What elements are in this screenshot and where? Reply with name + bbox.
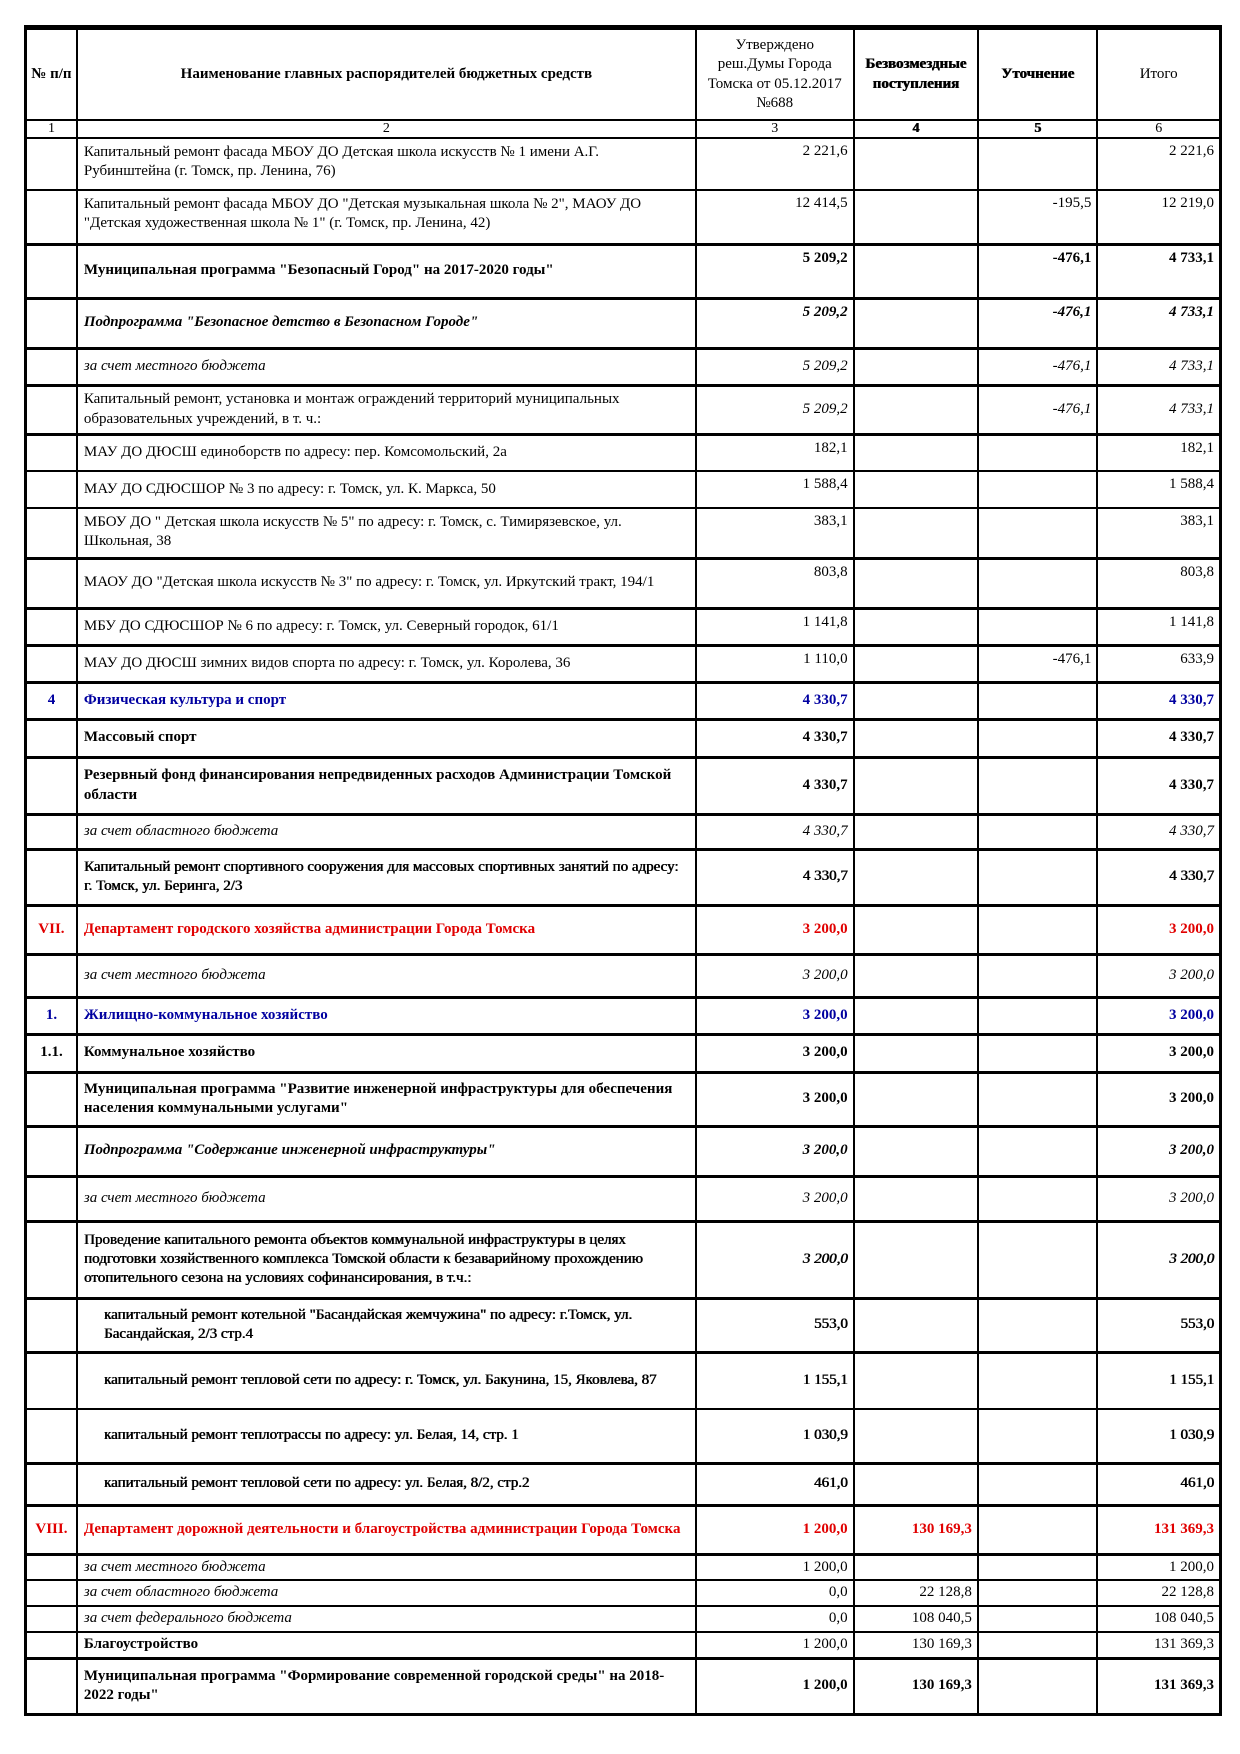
approved-value-cell: 1 030,9	[696, 1409, 854, 1463]
header-col-approved: Утверждено реш.Думы Города Томска от 05.12.2017 №688	[696, 28, 854, 121]
row-number-cell	[26, 757, 77, 814]
approved-value-cell: 0,0	[696, 1606, 854, 1632]
row-name-cell: за счет местного бюджета	[77, 1554, 696, 1580]
table-row	[26, 1658, 1221, 1714]
table-row	[26, 558, 1221, 608]
row-number-cell	[26, 954, 77, 997]
gratuitous-value-cell	[854, 471, 978, 508]
clarification-value-cell	[978, 608, 1098, 645]
total-value-cell: 108 040,5	[1097, 1606, 1220, 1632]
row-number-cell	[26, 1658, 77, 1714]
row-name-cell: Коммунальное хозяйство	[77, 1034, 696, 1072]
approved-value-cell: 461,0	[696, 1463, 854, 1505]
row-number-cell	[26, 190, 77, 244]
total-value-cell: 3 200,0	[1097, 1072, 1220, 1126]
table-row	[26, 508, 1221, 558]
row-number-cell	[26, 814, 77, 849]
clarification-value-cell	[978, 1658, 1098, 1714]
gratuitous-value-cell	[854, 1352, 978, 1409]
clarification-value-cell	[978, 1580, 1098, 1606]
clarification-value-cell	[978, 954, 1098, 997]
row-number-cell: VII.	[26, 905, 77, 954]
row-name-cell: Проведение капитального ремонта объектов коммунальной инфраструктуры в целях подготовки хозяйственного комплекса Томской области к безаварийному прохождению отопительного сезона на условиях софинансирования, в т.ч.:	[77, 1221, 696, 1298]
total-value-cell: 3 200,0	[1097, 905, 1220, 954]
row-name-cell: Капитальный ремонт фасада МБОУ ДО Детская школа искусств № 1 имени А.Г. Рубинштейна (г. Томск, пр. Ленина, 76)	[77, 138, 696, 190]
gratuitous-value-cell	[854, 348, 978, 385]
row-number-cell	[26, 1409, 77, 1463]
row-number-cell: VIII.	[26, 1505, 77, 1554]
clarification-value-cell	[978, 138, 1098, 190]
clarification-value-cell: -195,5	[978, 190, 1098, 244]
gratuitous-value-cell: 130 169,3	[854, 1658, 978, 1714]
row-name-cell: Массовый спорт	[77, 719, 696, 757]
gratuitous-value-cell	[854, 814, 978, 849]
gratuitous-value-cell	[854, 434, 978, 471]
gratuitous-value-cell: 130 169,3	[854, 1632, 978, 1658]
row-number-cell	[26, 1463, 77, 1505]
gratuitous-value-cell	[854, 558, 978, 608]
table-row	[26, 1126, 1221, 1176]
table-row	[26, 385, 1221, 434]
total-value-cell: 4 733,1	[1097, 244, 1220, 298]
total-value-cell: 182,1	[1097, 434, 1220, 471]
approved-value-cell: 5 209,2	[696, 385, 854, 434]
header-col-num: № п/п	[26, 28, 77, 121]
total-value-cell: 1 588,4	[1097, 471, 1220, 508]
total-value-cell: 803,8	[1097, 558, 1220, 608]
row-name-cell: за счет федерального бюджета	[77, 1606, 696, 1632]
table-row	[26, 1409, 1221, 1463]
header-col-clarification: Уточнение	[978, 28, 1098, 121]
approved-value-cell: 4 330,7	[696, 757, 854, 814]
total-value-cell: 4 733,1	[1097, 348, 1220, 385]
clarification-value-cell	[978, 1221, 1098, 1298]
total-value-cell: 1 155,1	[1097, 1352, 1220, 1409]
approved-value-cell: 3 200,0	[696, 905, 854, 954]
approved-value-cell: 3 200,0	[696, 1072, 854, 1126]
clarification-value-cell	[978, 997, 1098, 1034]
total-value-cell: 4 330,7	[1097, 814, 1220, 849]
row-number-cell	[26, 608, 77, 645]
clarification-value-cell	[978, 814, 1098, 849]
approved-value-cell: 803,8	[696, 558, 854, 608]
total-value-cell: 4 330,7	[1097, 719, 1220, 757]
clarification-value-cell	[978, 1554, 1098, 1580]
gratuitous-value-cell	[854, 757, 978, 814]
total-value-cell: 4 330,7	[1097, 849, 1220, 905]
column-numbers-row	[26, 120, 1221, 138]
total-value-cell: 4 733,1	[1097, 298, 1220, 348]
row-number-cell	[26, 1221, 77, 1298]
table-row	[26, 1221, 1221, 1298]
table-row	[26, 757, 1221, 814]
row-name-cell: МБУ ДО СДЮСШОР № 6 по адресу: г. Томск, ул. Северный городок, 61/1	[77, 608, 696, 645]
row-number-cell	[26, 1298, 77, 1352]
approved-value-cell: 4 330,7	[696, 814, 854, 849]
clarification-value-cell: -476,1	[978, 348, 1098, 385]
approved-value-cell: 1 141,8	[696, 608, 854, 645]
row-number-cell	[26, 1632, 77, 1658]
gratuitous-value-cell	[854, 1554, 978, 1580]
table-row	[26, 1580, 1221, 1606]
row-number-cell	[26, 1176, 77, 1221]
table-row	[26, 1505, 1221, 1554]
approved-value-cell: 4 330,7	[696, 849, 854, 905]
row-name-cell: Муниципальная программа "Формирование современной городской среды" на 2018-2022 годы"	[77, 1658, 696, 1714]
table-row	[26, 1463, 1221, 1505]
clarification-value-cell	[978, 1352, 1098, 1409]
gratuitous-value-cell	[854, 1072, 978, 1126]
total-value-cell: 131 369,3	[1097, 1632, 1220, 1658]
total-value-cell: 131 369,3	[1097, 1505, 1220, 1554]
table-row	[26, 1632, 1221, 1658]
clarification-value-cell: -476,1	[978, 298, 1098, 348]
total-value-cell: 2 221,6	[1097, 138, 1220, 190]
column-number-6: 6	[1097, 120, 1220, 138]
row-name-cell: за счет областного бюджета	[77, 814, 696, 849]
clarification-value-cell	[978, 1176, 1098, 1221]
approved-value-cell: 5 209,2	[696, 244, 854, 298]
column-number-5: 5	[978, 120, 1098, 138]
row-name-cell: за счет местного бюджета	[77, 1176, 696, 1221]
gratuitous-value-cell	[854, 1409, 978, 1463]
row-name-cell: Физическая культура и спорт	[77, 682, 696, 719]
clarification-value-cell: -476,1	[978, 645, 1098, 682]
table-row	[26, 954, 1221, 997]
row-name-cell: Капитальный ремонт фасада МБОУ ДО "Детская музыкальная школа № 2", МАОУ ДО "Детская художественная школа № 1" (г. Томск, пр. Ленина, 42)	[77, 190, 696, 244]
table-row	[26, 682, 1221, 719]
row-name-cell: капитальный ремонт тепловой сети по адресу: ул. Белая, 8/2, стр.2	[77, 1463, 696, 1505]
row-name-cell: Департамент дорожной деятельности и благоустройства администрации Города Томска	[77, 1505, 696, 1554]
row-number-cell	[26, 849, 77, 905]
total-value-cell: 1 030,9	[1097, 1409, 1220, 1463]
row-name-cell: за счет областного бюджета	[77, 1580, 696, 1606]
column-number-2: 2	[77, 120, 696, 138]
row-name-cell: МАУ ДО ДЮСШ единоборств по адресу: пер. Комсомольский, 2а	[77, 434, 696, 471]
total-value-cell: 12 219,0	[1097, 190, 1220, 244]
row-name-cell: Резервный фонд финансирования непредвиденных расходов Администрации Томской области	[77, 757, 696, 814]
clarification-value-cell	[978, 1298, 1098, 1352]
total-value-cell: 1 200,0	[1097, 1554, 1220, 1580]
table-row	[26, 1554, 1221, 1580]
table-row	[26, 244, 1221, 298]
table-row	[26, 190, 1221, 244]
approved-value-cell: 2 221,6	[696, 138, 854, 190]
row-name-cell: Подпрограмма "Содержание инженерной инфраструктуры"	[77, 1126, 696, 1176]
table-row	[26, 138, 1221, 190]
table-row	[26, 608, 1221, 645]
header-col-total: Итого	[1097, 28, 1220, 121]
row-number-cell	[26, 1554, 77, 1580]
row-name-cell: Департамент городского хозяйства администрации Города Томска	[77, 905, 696, 954]
total-value-cell: 1 141,8	[1097, 608, 1220, 645]
approved-value-cell: 3 200,0	[696, 1221, 854, 1298]
clarification-value-cell	[978, 434, 1098, 471]
clarification-value-cell	[978, 1034, 1098, 1072]
approved-value-cell: 182,1	[696, 434, 854, 471]
total-value-cell: 4 733,1	[1097, 385, 1220, 434]
gratuitous-value-cell	[854, 508, 978, 558]
row-number-cell	[26, 508, 77, 558]
row-number-cell	[26, 1580, 77, 1606]
table-row	[26, 849, 1221, 905]
row-name-cell: Подпрограмма "Безопасное детство в Безопасном Городе"	[77, 298, 696, 348]
approved-value-cell: 4 330,7	[696, 682, 854, 719]
table-row	[26, 1072, 1221, 1126]
total-value-cell: 4 330,7	[1097, 682, 1220, 719]
column-number-4: 4	[854, 120, 978, 138]
approved-value-cell: 3 200,0	[696, 1034, 854, 1072]
gratuitous-value-cell	[854, 905, 978, 954]
row-name-cell: Капитальный ремонт, установка и монтаж ограждений территорий муниципальных образовательных учреждений, в т. ч.:	[77, 385, 696, 434]
table-row	[26, 348, 1221, 385]
row-number-cell	[26, 348, 77, 385]
table-row	[26, 1176, 1221, 1221]
clarification-value-cell: -476,1	[978, 385, 1098, 434]
row-name-cell: МАОУ ДО "Детская школа искусств № 3" по адресу: г. Томск, ул. Иркутский тракт, 194/1	[77, 558, 696, 608]
approved-value-cell: 553,0	[696, 1298, 854, 1352]
total-value-cell: 553,0	[1097, 1298, 1220, 1352]
row-number-cell	[26, 1072, 77, 1126]
total-value-cell: 383,1	[1097, 508, 1220, 558]
row-number-cell	[26, 1606, 77, 1632]
clarification-value-cell	[978, 558, 1098, 608]
header-col-name: Наименование главных распорядителей бюджетных средств	[77, 28, 696, 121]
approved-value-cell: 383,1	[696, 508, 854, 558]
approved-value-cell: 1 200,0	[696, 1505, 854, 1554]
table-row	[26, 997, 1221, 1034]
clarification-value-cell: -476,1	[978, 244, 1098, 298]
row-name-cell: капитальный ремонт котельной "Басандайская жемчужина" по адресу: г.Томск, ул. Басандайская, 2/3 стр.4	[77, 1298, 696, 1352]
clarification-value-cell	[978, 719, 1098, 757]
table-row	[26, 1606, 1221, 1632]
row-number-cell: 1.1.	[26, 1034, 77, 1072]
header-col-gratuitous: Безвозмездные поступления	[854, 28, 978, 121]
approved-value-cell: 1 155,1	[696, 1352, 854, 1409]
row-number-cell	[26, 385, 77, 434]
row-number-cell	[26, 558, 77, 608]
total-value-cell: 3 200,0	[1097, 954, 1220, 997]
approved-value-cell: 3 200,0	[696, 954, 854, 997]
row-number-cell	[26, 138, 77, 190]
table-row	[26, 298, 1221, 348]
clarification-value-cell	[978, 905, 1098, 954]
row-name-cell: Муниципальная программа "Развитие инженерной инфраструктуры для обеспечения населения коммунальными услугами"	[77, 1072, 696, 1126]
row-number-cell: 1.	[26, 997, 77, 1034]
gratuitous-value-cell	[854, 1298, 978, 1352]
gratuitous-value-cell	[854, 190, 978, 244]
row-name-cell: капитальный ремонт тепловой сети по адресу: г. Томск, ул. Бакунина, 15, Яковлева, 87	[77, 1352, 696, 1409]
total-value-cell: 4 330,7	[1097, 757, 1220, 814]
clarification-value-cell	[978, 1072, 1098, 1126]
row-number-cell	[26, 719, 77, 757]
total-value-cell: 22 128,8	[1097, 1580, 1220, 1606]
row-name-cell: МАУ ДО ДЮСШ зимних видов спорта по адресу: г. Томск, ул. Королева, 36	[77, 645, 696, 682]
column-number-1: 1	[26, 120, 77, 138]
gratuitous-value-cell	[854, 1034, 978, 1072]
row-name-cell: Благоустройство	[77, 1632, 696, 1658]
row-number-cell	[26, 1352, 77, 1409]
gratuitous-value-cell: 130 169,3	[854, 1505, 978, 1554]
row-name-cell: за счет местного бюджета	[77, 954, 696, 997]
gratuitous-value-cell	[854, 1126, 978, 1176]
approved-value-cell: 3 200,0	[696, 1176, 854, 1221]
gratuitous-value-cell	[854, 997, 978, 1034]
table-row	[26, 1352, 1221, 1409]
gratuitous-value-cell	[854, 1221, 978, 1298]
clarification-value-cell	[978, 682, 1098, 719]
table-row	[26, 645, 1221, 682]
clarification-value-cell	[978, 1409, 1098, 1463]
budget-table	[24, 25, 1222, 1716]
clarification-value-cell	[978, 849, 1098, 905]
gratuitous-value-cell	[854, 849, 978, 905]
table-header	[26, 28, 1221, 139]
total-value-cell: 3 200,0	[1097, 997, 1220, 1034]
gratuitous-value-cell	[854, 719, 978, 757]
gratuitous-value-cell	[854, 608, 978, 645]
total-value-cell: 461,0	[1097, 1463, 1220, 1505]
approved-value-cell: 3 200,0	[696, 1126, 854, 1176]
table-row	[26, 1298, 1221, 1352]
clarification-value-cell	[978, 757, 1098, 814]
approved-value-cell: 1 200,0	[696, 1658, 854, 1714]
approved-value-cell: 5 209,2	[696, 298, 854, 348]
row-number-cell: 4	[26, 682, 77, 719]
table-row	[26, 719, 1221, 757]
approved-value-cell: 4 330,7	[696, 719, 854, 757]
gratuitous-value-cell	[854, 1176, 978, 1221]
gratuitous-value-cell	[854, 298, 978, 348]
total-value-cell: 3 200,0	[1097, 1034, 1220, 1072]
table-row	[26, 471, 1221, 508]
gratuitous-value-cell	[854, 645, 978, 682]
table-body	[26, 138, 1221, 1714]
gratuitous-value-cell: 108 040,5	[854, 1606, 978, 1632]
approved-value-cell: 3 200,0	[696, 997, 854, 1034]
clarification-value-cell	[978, 1505, 1098, 1554]
gratuitous-value-cell: 22 128,8	[854, 1580, 978, 1606]
row-number-cell	[26, 244, 77, 298]
row-number-cell	[26, 1126, 77, 1176]
row-name-cell: МБОУ ДО " Детская школа искусств № 5" по адресу: г. Томск, с. Тимирязевское, ул. Школьная, 38	[77, 508, 696, 558]
table-row	[26, 814, 1221, 849]
table-row	[26, 905, 1221, 954]
clarification-value-cell	[978, 471, 1098, 508]
approved-value-cell: 1 200,0	[696, 1632, 854, 1658]
table-row	[26, 434, 1221, 471]
gratuitous-value-cell	[854, 138, 978, 190]
gratuitous-value-cell	[854, 385, 978, 434]
row-name-cell: Жилищно-коммунальное хозяйство	[77, 997, 696, 1034]
row-number-cell	[26, 434, 77, 471]
row-number-cell	[26, 298, 77, 348]
total-value-cell: 3 200,0	[1097, 1176, 1220, 1221]
approved-value-cell: 12 414,5	[696, 190, 854, 244]
header-row	[26, 28, 1221, 121]
row-name-cell: МАУ ДО СДЮСШОР № 3 по адресу: г. Томск, ул. К. Маркса, 50	[77, 471, 696, 508]
total-value-cell: 131 369,3	[1097, 1658, 1220, 1714]
row-name-cell: Капитальный ремонт спортивного сооружения для массовых спортивных занятий по адресу: г. Томск, ул. Беринга, 2/3	[77, 849, 696, 905]
column-number-3: 3	[696, 120, 854, 138]
row-name-cell: капитальный ремонт теплотрассы по адресу: ул. Белая, 14, стр. 1	[77, 1409, 696, 1463]
clarification-value-cell	[978, 1463, 1098, 1505]
clarification-value-cell	[978, 1126, 1098, 1176]
total-value-cell: 3 200,0	[1097, 1126, 1220, 1176]
gratuitous-value-cell	[854, 1463, 978, 1505]
approved-value-cell: 1 110,0	[696, 645, 854, 682]
row-name-cell: за счет местного бюджета	[77, 348, 696, 385]
row-number-cell	[26, 645, 77, 682]
table-row	[26, 1034, 1221, 1072]
gratuitous-value-cell	[854, 682, 978, 719]
approved-value-cell: 1 588,4	[696, 471, 854, 508]
approved-value-cell: 1 200,0	[696, 1554, 854, 1580]
gratuitous-value-cell	[854, 244, 978, 298]
row-name-cell: Муниципальная программа "Безопасный Город" на 2017-2020 годы"	[77, 244, 696, 298]
approved-value-cell: 0,0	[696, 1580, 854, 1606]
total-value-cell: 3 200,0	[1097, 1221, 1220, 1298]
clarification-value-cell	[978, 1632, 1098, 1658]
gratuitous-value-cell	[854, 954, 978, 997]
total-value-cell: 633,9	[1097, 645, 1220, 682]
row-number-cell	[26, 471, 77, 508]
clarification-value-cell	[978, 1606, 1098, 1632]
approved-value-cell: 5 209,2	[696, 348, 854, 385]
clarification-value-cell	[978, 508, 1098, 558]
